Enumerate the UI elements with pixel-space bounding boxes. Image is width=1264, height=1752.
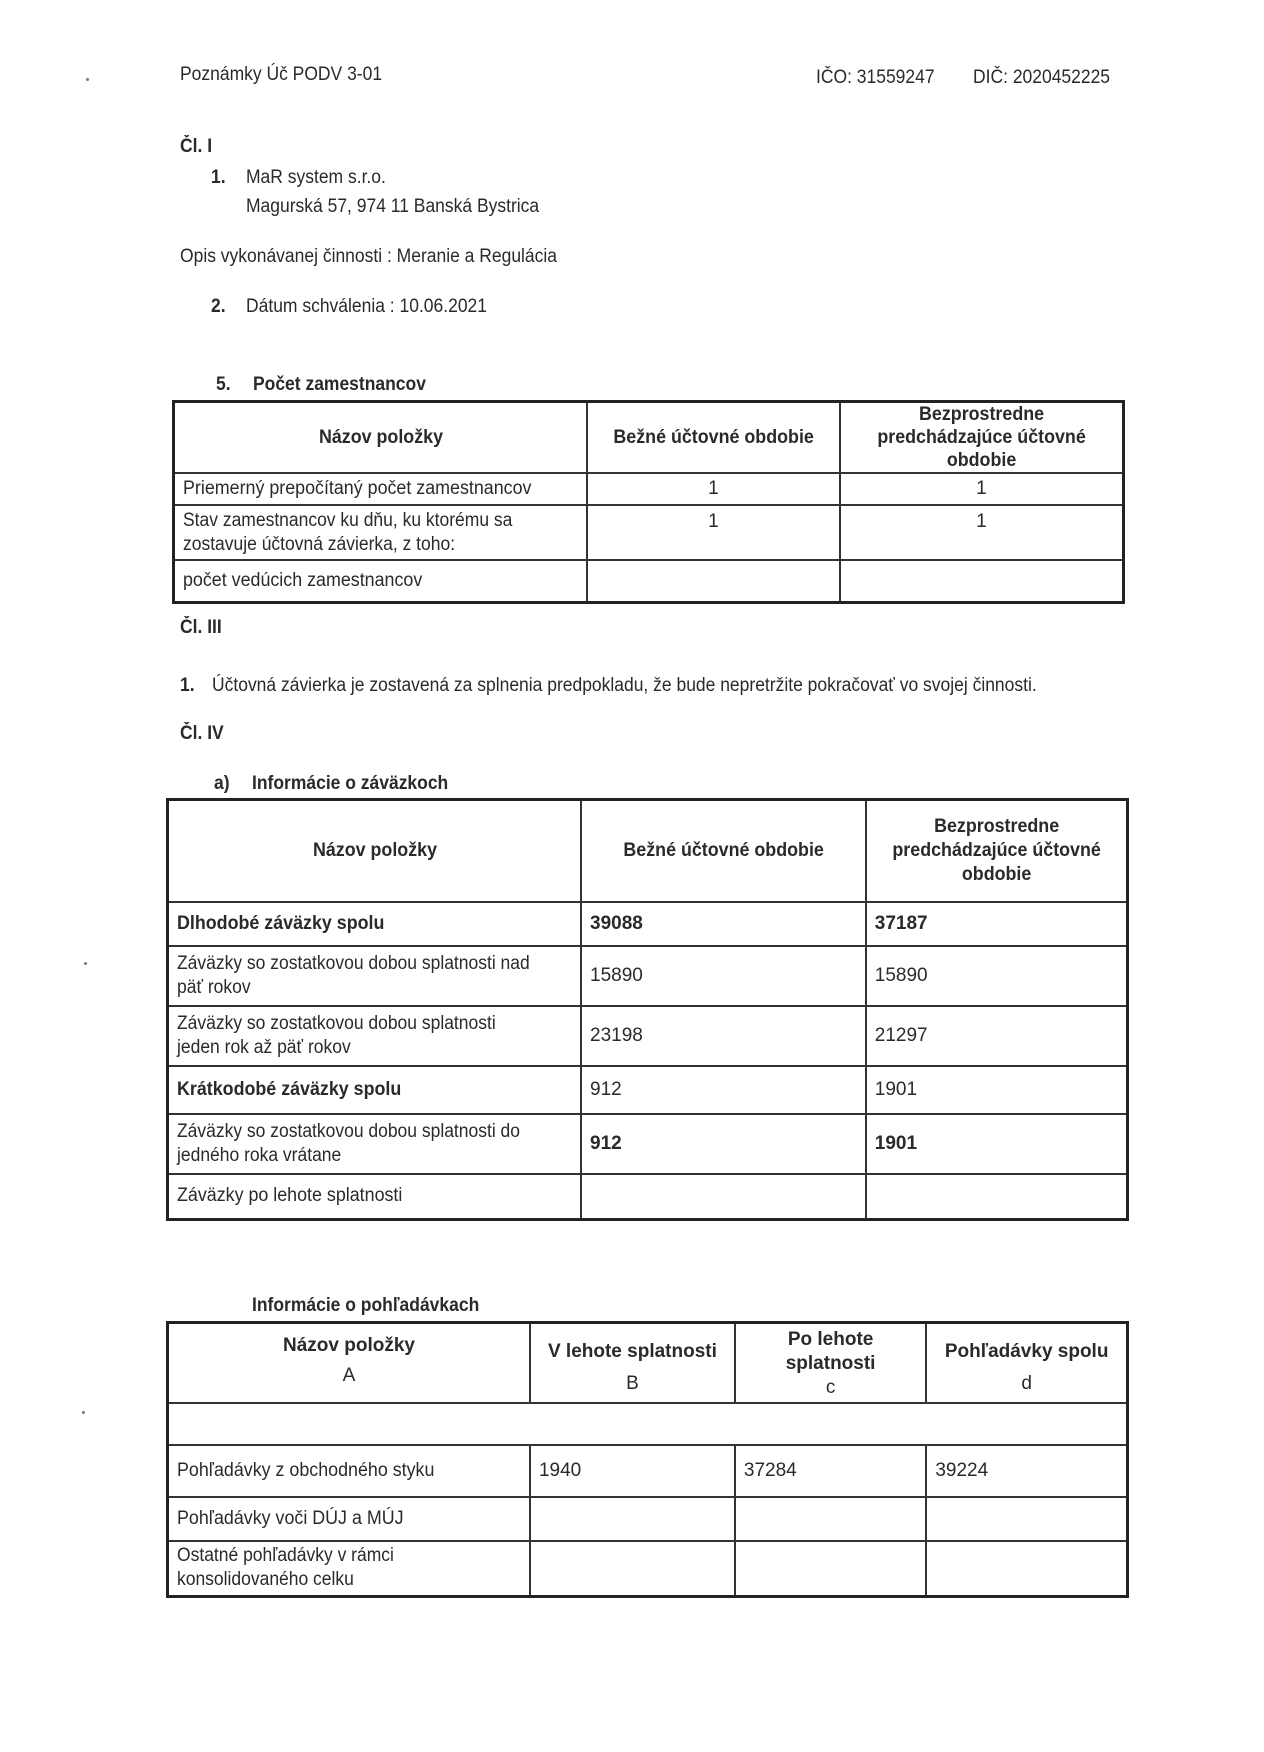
scan-speck: [84, 962, 87, 965]
table-row: [168, 902, 1128, 946]
scan-speck: [82, 1411, 85, 1414]
column-header: Bežné účtovné obdobie: [587, 402, 840, 474]
list-number: 2.: [211, 296, 226, 317]
list-letter: a): [214, 773, 230, 794]
scan-speck: [86, 78, 89, 81]
section-heading-cl3: Čl. III: [180, 617, 222, 638]
table-row: [168, 1445, 1128, 1497]
empty-cell: [168, 1403, 1128, 1445]
table-row: [168, 1066, 1128, 1114]
row-label: Ostatné pohľadávky v rámci konsolidovaného celku: [168, 1541, 530, 1597]
table-row: [174, 473, 1124, 505]
total-value: [926, 1497, 1127, 1541]
section-heading-cl1: Čl. I: [180, 136, 213, 157]
overdue-value: [735, 1497, 926, 1541]
column-d-header: Pohľadávky spolu: [944, 1341, 1109, 1362]
table-row: [168, 1541, 1128, 1597]
previous-value: 15890: [866, 946, 1128, 1006]
company-name: MaR system s.r.o.: [246, 167, 386, 188]
previous-value: 21297: [866, 1006, 1128, 1066]
column-header: Názov položky: [168, 800, 582, 902]
total-value: 39224: [926, 1445, 1127, 1497]
current-value: 1: [587, 473, 840, 505]
column-a-letter: A: [342, 1365, 356, 1386]
row-label: Záväzky so zostatkovou dobou splatnosti do jedného roka vrátane: [168, 1114, 582, 1174]
list-number: 5.: [216, 374, 231, 395]
ico-number: IČO: 31559247: [816, 67, 935, 88]
table-row: [168, 1006, 1128, 1066]
current-value: 39088: [581, 902, 866, 946]
table-header-row: [168, 1323, 1128, 1403]
column-d-letter: d: [1021, 1373, 1032, 1394]
current-value: 15890: [581, 946, 866, 1006]
current-value: [587, 560, 840, 602]
table-header-row: [168, 800, 1128, 902]
row-label: Stav zamestnancov ku dňu, ku ktorému sa zostavuje účtovná závierka, z toho:: [174, 505, 588, 560]
table-row: [174, 560, 1124, 602]
column-header: [168, 1323, 530, 1403]
row-label: Priemerný prepočítaný počet zamestnancov: [174, 473, 588, 505]
previous-value: 1901: [866, 1066, 1128, 1114]
table-row: [168, 1497, 1128, 1541]
in-term-value: 1940: [530, 1445, 735, 1497]
table-row: [168, 1174, 1128, 1220]
previous-value: 1: [840, 505, 1124, 560]
column-header: Bežné účtovné obdobie: [581, 800, 866, 902]
overdue-value: 37284: [735, 1445, 926, 1497]
column-c-letter: c: [825, 1377, 836, 1398]
dic-number: DIČ: 2020452225: [973, 67, 1111, 88]
previous-value: 1: [840, 473, 1124, 505]
list-number: 1.: [180, 675, 195, 696]
liabilities-table: [166, 798, 1129, 1221]
previous-value: 1901: [866, 1114, 1128, 1174]
table-header-row: [174, 402, 1124, 474]
overdue-value: [735, 1541, 926, 1597]
section-heading-cl4: Čl. IV: [180, 723, 224, 744]
column-header: Názov položky: [174, 402, 588, 474]
employees-title: Počet zamestnancov: [253, 374, 426, 395]
in-term-value: [530, 1541, 735, 1597]
column-header: Bezprostredne predchádzajúce účtovné obdobie: [840, 402, 1124, 474]
approval-date: Dátum schválenia : 10.06.2021: [246, 296, 487, 317]
row-label: počet vedúcich zamestnancov: [174, 560, 588, 602]
row-label: Záväzky so zostatkovou dobou splatnosti jeden rok až päť rokov: [168, 1006, 582, 1066]
row-label: Záväzky so zostatkovou dobou splatnosti nad päť rokov: [168, 946, 582, 1006]
column-a-header: Názov položky: [283, 1335, 415, 1356]
column-c-header: Po lehote splatnosti: [785, 1329, 876, 1374]
receivables-table: [166, 1321, 1129, 1598]
list-number: 1.: [211, 167, 226, 188]
row-label: Dlhodobé záväzky spolu: [168, 902, 582, 946]
going-concern-statement: Účtovná závierka je zostavená za splnenia predpokladu, že bude nepretržite pokračovať vo svojej činnosti.: [212, 675, 1037, 696]
receivables-title: Informácie o pohľadávkach: [252, 1295, 480, 1316]
column-header: [926, 1323, 1127, 1403]
table-row: [168, 946, 1128, 1006]
form-code: Poznámky Úč PODV 3-01: [180, 64, 383, 85]
table-row-empty: [168, 1403, 1128, 1445]
row-label: Pohľadávky z obchodného styku: [168, 1445, 530, 1497]
total-value: [926, 1541, 1127, 1597]
current-value: [581, 1174, 866, 1220]
current-value: 912: [581, 1066, 866, 1114]
activity-description: Opis vykonávanej činnosti : Meranie a Regulácia: [180, 246, 557, 267]
row-label: Krátkodobé záväzky spolu: [168, 1066, 582, 1114]
column-header: [735, 1323, 926, 1403]
in-term-value: [530, 1497, 735, 1541]
column-header: [530, 1323, 735, 1403]
row-label: Záväzky po lehote splatnosti: [168, 1174, 582, 1220]
employees-table: [172, 400, 1125, 604]
row-label: Pohľadávky voči DÚJ a MÚJ: [168, 1497, 530, 1541]
column-b-header: V lehote splatnosti: [547, 1341, 717, 1362]
table-row: [168, 1114, 1128, 1174]
liabilities-title: Informácie o záväzkoch: [252, 773, 449, 794]
current-value: 912: [581, 1114, 866, 1174]
current-value: 23198: [581, 1006, 866, 1066]
table-row: [174, 505, 1124, 560]
previous-value: [840, 560, 1124, 602]
previous-value: 37187: [866, 902, 1128, 946]
current-value: 1: [587, 505, 840, 560]
company-address: Magurská 57, 974 11 Banská Bystrica: [246, 196, 540, 217]
column-b-letter: B: [626, 1373, 639, 1394]
previous-value: [866, 1174, 1128, 1220]
column-header: Bezprostredne predchádzajúce účtovné obdobie: [866, 800, 1128, 902]
